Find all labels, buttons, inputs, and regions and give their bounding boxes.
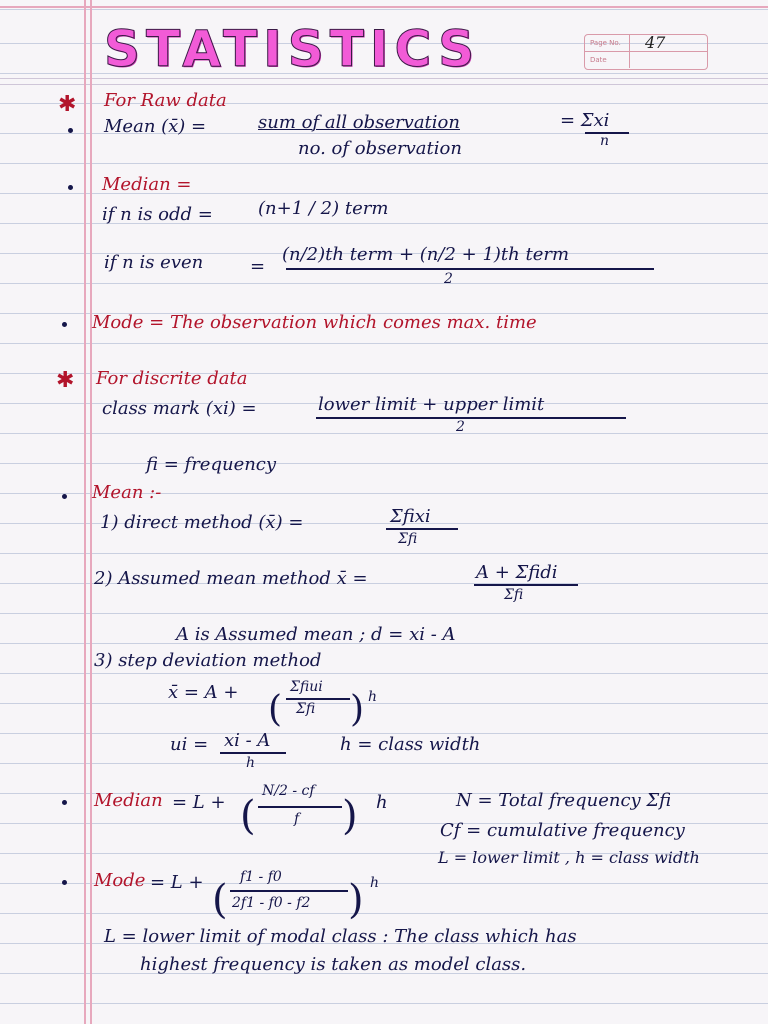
mode-note-line-2: highest frequency is taken as model class. bbox=[140, 954, 527, 975]
discrete-mode-equals: = L + bbox=[150, 872, 204, 893]
discrete-mode-numerator: f1 - f0 bbox=[240, 869, 282, 885]
raw-median-label: Median = bbox=[102, 174, 192, 195]
header-rule bbox=[0, 78, 768, 79]
assumed-mean-denominator: Σfi bbox=[504, 587, 524, 603]
discrete-data-heading: For discrite data bbox=[96, 368, 248, 389]
discrete-median-label: Median bbox=[94, 790, 163, 811]
bullet-icon bbox=[62, 880, 67, 885]
bullet-icon bbox=[62, 322, 67, 327]
step-deviation-h: h bbox=[368, 689, 378, 705]
raw-mode-line: Mode = The observation which comes max. time bbox=[92, 312, 537, 333]
date-label: Date bbox=[590, 56, 607, 64]
fraction-bar bbox=[286, 268, 654, 270]
raw-median-odd-expression: (n+1 / 2) term bbox=[258, 198, 389, 219]
discrete-median-equals: = L + bbox=[172, 792, 226, 813]
step-deviation-numerator: Σfiui bbox=[290, 679, 323, 695]
header-rule-2 bbox=[0, 84, 768, 85]
bullet-icon bbox=[62, 800, 67, 805]
ui-lhs: ui = bbox=[170, 734, 209, 755]
ui-denominator: h bbox=[246, 755, 256, 771]
ui-numerator: xi - A bbox=[224, 730, 271, 751]
fi-frequency-line: fi = frequency bbox=[146, 454, 277, 475]
fraction-bar bbox=[286, 698, 350, 700]
page-no-label: Page No. bbox=[590, 39, 621, 47]
fraction-bar bbox=[258, 806, 342, 808]
class-mark-denominator: 2 bbox=[456, 419, 465, 435]
fraction-bar bbox=[316, 417, 626, 419]
star-bullet-icon: ✱ bbox=[58, 92, 77, 117]
paren-left-icon: ( bbox=[240, 793, 256, 839]
direct-method-numerator: Σfixi bbox=[390, 506, 431, 527]
left-margin-line-2 bbox=[90, 0, 92, 1024]
discrete-median-h: h bbox=[376, 792, 388, 813]
discrete-mode-h: h bbox=[370, 875, 380, 891]
direct-method-denominator: Σfi bbox=[398, 531, 418, 547]
raw-data-heading: For Raw data bbox=[104, 90, 227, 111]
discrete-mode-denominator: 2f1 - f0 - f2 bbox=[232, 895, 311, 911]
cumulative-frequency-note: Cf = cumulative frequency bbox=[440, 820, 685, 841]
paren-right-icon: ) bbox=[348, 877, 364, 923]
bullet-icon bbox=[68, 128, 73, 133]
step-deviation-line: 3) step deviation method bbox=[94, 650, 322, 671]
step-deviation-denominator: Σfi bbox=[296, 701, 316, 717]
discrete-mode-label: Mode bbox=[94, 870, 146, 891]
raw-median-even-numerator: (n/2)th term + (n/2 + 1)th term bbox=[282, 244, 570, 265]
raw-median-even-text: if n is even bbox=[104, 252, 204, 273]
raw-mean-lhs: Mean (x̄) = bbox=[104, 116, 207, 137]
direct-method-line: 1) direct method (x̄) = bbox=[100, 512, 304, 533]
fraction-bar bbox=[230, 890, 348, 892]
discrete-median-denominator: f bbox=[294, 811, 300, 827]
raw-median-even-equals: = bbox=[250, 256, 266, 277]
class-mark-numerator: lower limit + upper limit bbox=[318, 394, 545, 415]
fraction-bar bbox=[220, 752, 286, 754]
total-frequency-note: N = Total frequency Σfi bbox=[456, 790, 672, 811]
left-margin-line bbox=[84, 0, 86, 1024]
raw-mean-rhs-denominator: n bbox=[600, 133, 610, 149]
paren-right-icon: ) bbox=[350, 689, 365, 730]
step-deviation-formula: x̄ = A + bbox=[168, 682, 239, 703]
class-mark-line: class mark (xi) = bbox=[102, 398, 257, 419]
raw-mean-denominator: no. of observation bbox=[298, 138, 462, 159]
assumed-mean-note: A is Assumed mean ; d = xi - A bbox=[176, 624, 456, 645]
class-width-note: h = class width bbox=[340, 734, 481, 755]
paren-left-icon: ( bbox=[212, 877, 228, 923]
assumed-mean-line: 2) Assumed mean method x̄ = bbox=[94, 568, 368, 589]
star-bullet-icon: ✱ bbox=[56, 368, 75, 393]
top-margin-line bbox=[0, 6, 768, 8]
paren-left-icon: ( bbox=[268, 689, 283, 730]
paren-right-icon: ) bbox=[342, 793, 358, 839]
discrete-median-numerator: N/2 - cf bbox=[262, 783, 315, 799]
fraction-bar bbox=[474, 584, 578, 586]
bullet-icon bbox=[68, 185, 73, 190]
lower-limit-note: L = lower limit , h = class width bbox=[438, 848, 700, 867]
fraction-bar bbox=[386, 528, 458, 530]
page-no-value: 47 bbox=[645, 33, 666, 52]
page-title: STATISTICS bbox=[104, 20, 481, 78]
raw-mean-rhs: = Σxi bbox=[560, 110, 610, 131]
page-number-box bbox=[584, 34, 708, 70]
assumed-mean-numerator: A + Σfidi bbox=[476, 562, 558, 583]
discrete-mean-label: Mean :- bbox=[92, 482, 162, 503]
raw-median-even-denominator: 2 bbox=[444, 271, 453, 287]
raw-median-odd-text: if n is odd = bbox=[102, 204, 213, 225]
raw-mean-numerator: sum of all observation bbox=[258, 112, 460, 133]
bullet-icon bbox=[62, 494, 67, 499]
mode-note-line-1: L = lower limit of modal class : The class which has bbox=[104, 926, 577, 947]
